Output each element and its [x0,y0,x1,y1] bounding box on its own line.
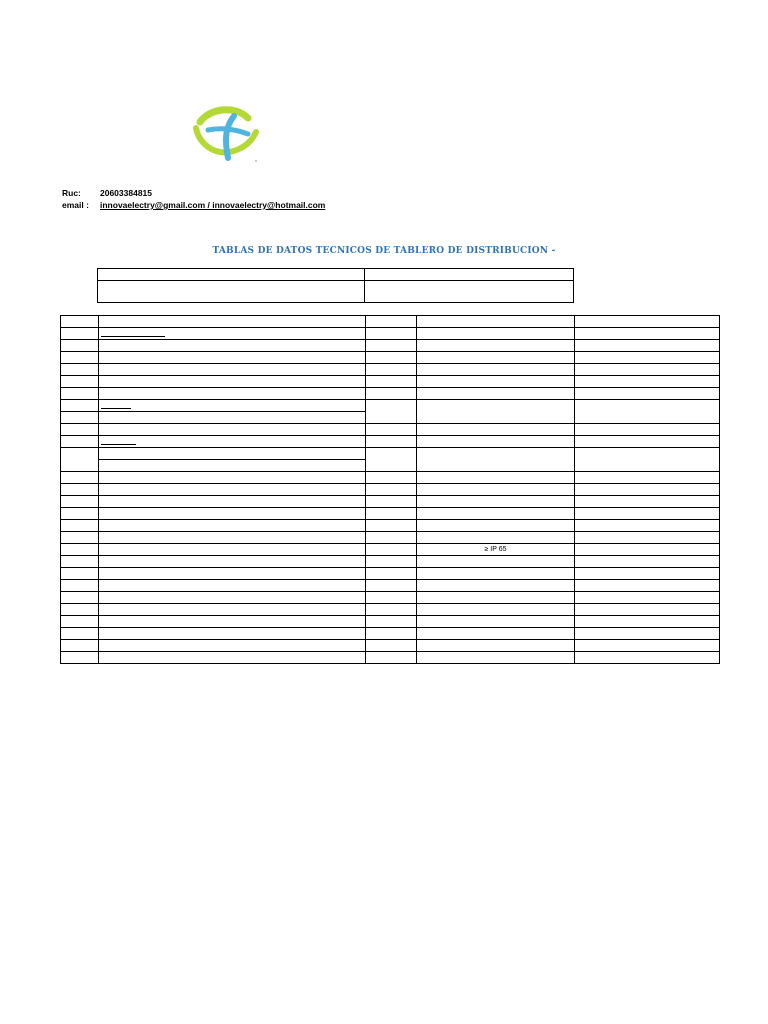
table-row [61,520,720,532]
email-link[interactable]: innovaelectry@gmail.com / innovaelectry@hotmail.com [100,200,326,210]
header-cell [365,281,574,303]
ip-rating-cell: ≥ IP 65 [417,544,575,556]
blank-underline [101,439,136,445]
table-row [61,628,720,640]
table-row [61,400,720,412]
table-row [61,484,720,496]
table-row [61,568,720,580]
table-row [61,532,720,544]
table-row [61,316,720,328]
table-row [61,508,720,520]
ruc-value: 20603384815 [100,188,153,198]
table-row [61,424,720,436]
header-table [97,268,574,303]
company-logo-icon [190,100,265,165]
header-cell [365,269,574,281]
spec-table [60,315,720,664]
email-label: email : [62,200,89,210]
header-cell [98,281,365,303]
table-row [61,364,720,376]
table-row [61,556,720,568]
table-row [61,652,720,664]
table-row [61,340,720,352]
table-row [61,616,720,628]
table-row [61,604,720,616]
ruc-label: Ruc: [62,188,81,198]
table-row [61,388,720,400]
table-row [61,472,720,484]
table-row [61,580,720,592]
company-info [62,187,325,211]
table-row [61,448,720,460]
blank-underline [101,331,165,337]
document-title: TABLAS DE DATOS TECNICOS DE TABLERO DE DISTRIBUCION - [212,246,556,256]
table-row [61,328,720,340]
table-row [61,544,720,556]
header-cell [98,269,365,281]
table-row [61,352,720,364]
table-row [61,640,720,652]
blank-underline [101,403,131,409]
table-row [61,496,720,508]
table-row [61,376,720,388]
table-row [61,592,720,604]
table-row [61,436,720,448]
